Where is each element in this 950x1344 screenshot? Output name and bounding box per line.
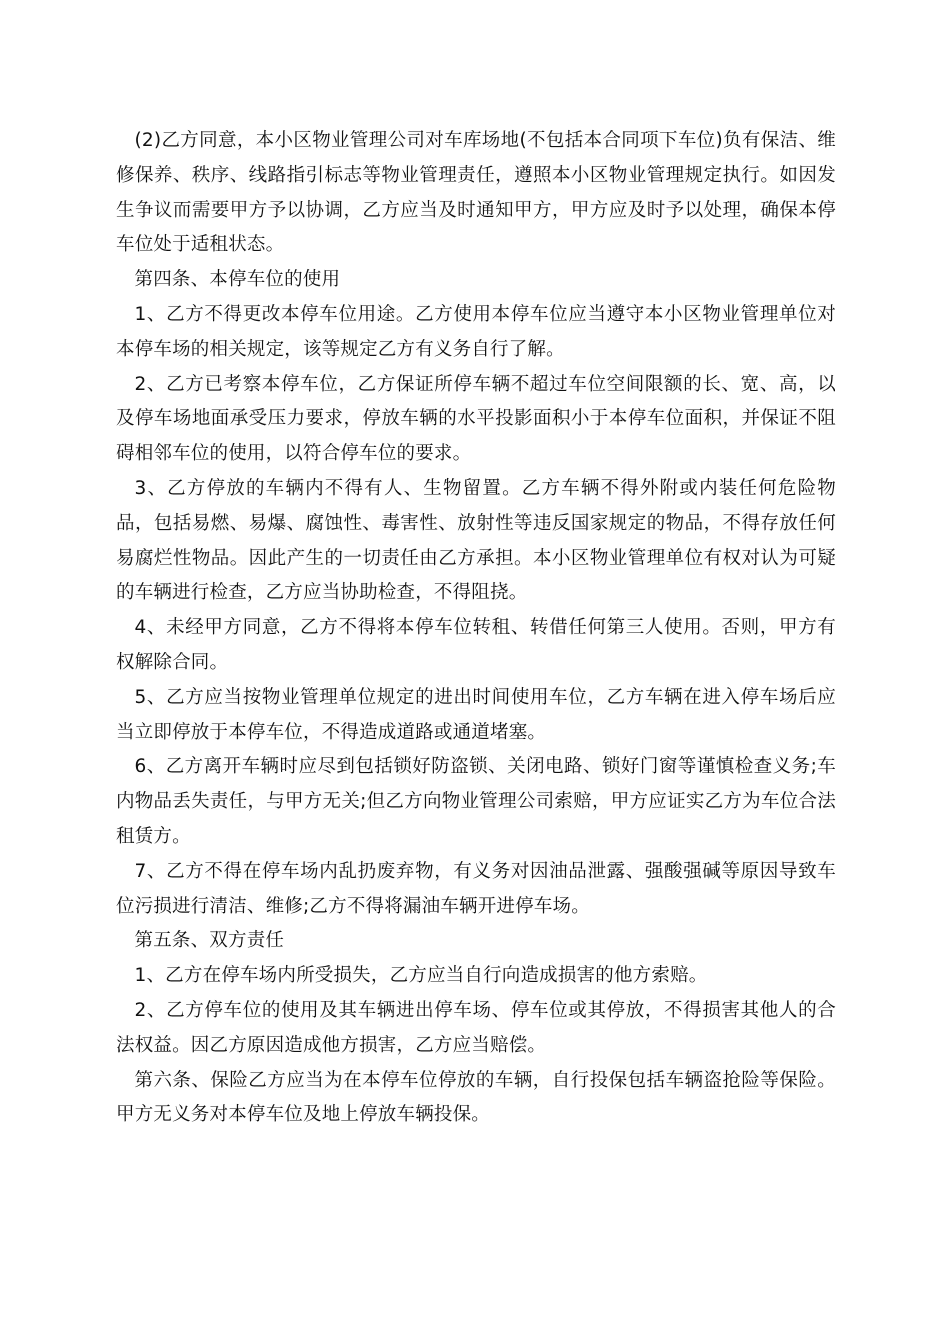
paragraph-use-4: 4、未经甲方同意，乙方不得将本停车位转租、转借任何第三人使用。否则，甲方有权解除合同。 [116, 617, 836, 673]
section-heading-article-5: 第五条、双方责任 [134, 930, 285, 952]
paragraph-use-7: 7、乙方不得在停车场内乱扔废弃物，有义务对因油品泄露、强酸强碱等原因导致车位污损进行清洁、维修;乙方不得将漏油车辆开进停车场。 [116, 860, 836, 917]
paragraph-use-5: 5、乙方应当按物业管理单位规定的进出时间使用车位，乙方车辆在进入停车场后应当立即停放于本停车位，不得造成道路或通道堵塞。 [116, 686, 836, 743]
paragraph-property-management: (2)乙方同意，本小区物业管理公司对车库场地(不包括本合同项下车位)负有保洁、维修保养、秩序、线路指引标志等物业管理责任，遵照本小区物业管理规定执行。如因发生争议而需要甲方予以协调，乙方应当及时通知甲方，甲方应及时予以处理，确保本停车位处于适租状态。 [116, 130, 836, 256]
paragraph-use-2: 2、乙方已考察本停车位，乙方保证所停车辆不超过车位空间限额的长、宽、高，以及停车场地面承受压力要求，停放车辆的水平投影面积小于本停车位面积，并保证不阻碍相邻车位的使用，以符合停车位的要求。 [116, 373, 836, 465]
paragraph-use-3: 3、乙方停放的车辆内不得有人、生物留置。乙方车辆不得外附或内装任何危险物品，包括易燃、易爆、腐蚀性、毒害性、放射性等违反国家规定的物品，不得存放任何易腐烂性物品。因此产生的一切责任由乙方承担。本小区物业管理单位有权对认为可疑的车辆进行检查，乙方应当协助检查，不得阻挠。 [116, 477, 836, 604]
paragraph-responsibility-2: 2、乙方停车位的使用及其车辆进出停车场、停车位或其停放，不得损害其他人的合法权益。因乙方原因造成他方损害，乙方应当赔偿。 [116, 999, 836, 1056]
document-page [116, 124, 836, 1133]
paragraph-use-1: 1、乙方不得更改本停车位用途。乙方使用本停车位应当遵守本小区物业管理单位对本停车场的相关规定，该等规定乙方有义务自行了解。 [116, 303, 836, 360]
section-heading-article-4: 第四条、本停车位的使用 [134, 269, 341, 291]
paragraph-responsibility-1: 1、乙方在停车场内所受损失，乙方应当自行向造成损害的他方索赔。 [134, 965, 708, 987]
paragraph-use-6: 6、乙方离开车辆时应尽到包括锁好防盗锁、关闭电路、锁好门窗等谨慎检查义务;车内物品丢失责任，与甲方无关;但乙方向物业管理公司索赔，甲方应证实乙方为车位合法租赁方。 [116, 756, 836, 847]
paragraph-article-6-insurance: 第六条、保险乙方应当为在本停车位停放的车辆，自行投保包括车辆盗抢险等保险。甲方无义务对本停车位及地上停放车辆投保。 [116, 1069, 836, 1126]
